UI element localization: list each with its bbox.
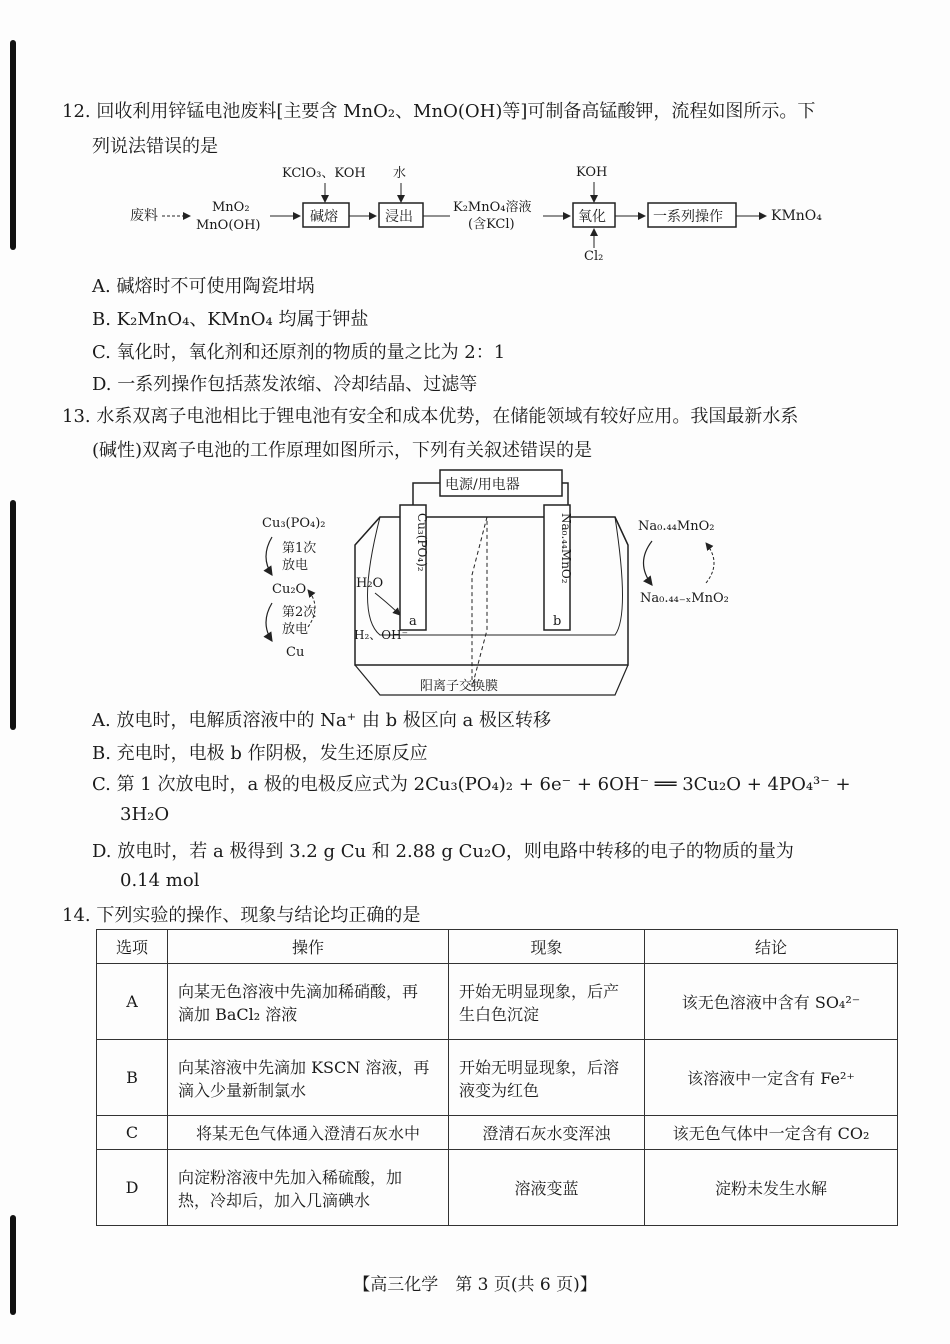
flow-mid1: K₂MnO₄溶液 xyxy=(453,200,532,215)
flow-comp1: MnO₂ xyxy=(212,200,250,215)
q13-option-b: B. 充电时，电极 b 作阴极，发生还原反应 xyxy=(92,743,428,764)
q12-stem-line2: 列说法错误的是 xyxy=(92,136,218,157)
table-row xyxy=(97,1040,898,1116)
q12-option-d: D. 一系列操作包括蒸发浓缩、冷却结晶、过滤等 xyxy=(92,374,478,395)
header-option: 选项 xyxy=(97,930,168,964)
binding-mark xyxy=(10,40,16,250)
q12-option-a: A. 碱熔时不可使用陶瓷坩埚 xyxy=(92,276,315,297)
flow-reagent2: 水 xyxy=(393,166,407,181)
discharge2-a: 第2次 xyxy=(282,605,317,620)
flow-step4: 一系列操作 xyxy=(653,209,723,225)
electrode-a-label: Cu₃(PO₄)₂ xyxy=(415,513,429,572)
discharge2-b: 放电 xyxy=(282,622,309,637)
q13-option-d-line1: D. 放电时，若 a 极得到 3.2 g Cu 和 2.88 g Cu₂O，则电路中转移的电子的物质的量为 xyxy=(92,841,794,862)
q13-stem-line1: 13. 水系双离子电池相比于锂电池有安全和成本优势，在储能领域有较好应用。我国最新水系 xyxy=(62,406,799,427)
water-label: H₂O xyxy=(356,576,384,591)
q14-stem: 14. 下列实验的操作、现象与结论均正确的是 xyxy=(62,905,421,926)
discharge1-b: 放电 xyxy=(282,558,309,573)
q12-flow-diagram xyxy=(120,160,840,270)
table-row xyxy=(97,1150,898,1226)
membrane-label: 阳离子交换膜 xyxy=(420,679,499,694)
row-b-conclusion: 该溶液中一定含有 Fe²⁺ xyxy=(645,1040,898,1116)
flow-step2: 浸出 xyxy=(385,209,413,225)
row-b-option: B xyxy=(97,1040,168,1116)
binding-mark xyxy=(10,1215,16,1315)
row-d-conclusion: 淀粉未发生水解 xyxy=(645,1150,898,1226)
table-row xyxy=(97,1116,898,1150)
q12-option-b: B. K₂MnO₄、KMnO₄ 均属于钾盐 xyxy=(92,309,369,330)
electrode-b-mark: b xyxy=(553,614,562,629)
q13-option-c-line1: C. 第 1 次放电时，a 极的电极反应式为 2Cu₃(PO₄)₂ + 6e⁻ + 6OH⁻ ══ 3Cu₂O + 4PO₄³⁻ + xyxy=(92,774,851,795)
q13-stem-line2: (碱性)双离子电池的工作原理如图所示，下列有关叙述错误的是 xyxy=(92,440,593,461)
flow-reagent3: KOH xyxy=(576,165,608,180)
flow-reagent1: KClO₃、KOH xyxy=(282,166,366,181)
electrolytic-tank xyxy=(355,517,628,665)
wire-right xyxy=(562,483,568,505)
flow-product: KMnO₄ xyxy=(771,208,822,224)
q12-stem-line1: 12. 回收利用锌锰电池废料[主要含 MnO₂、MnO(OH)等]可制备高锰酸钾，流程如图所示。下 xyxy=(62,101,816,122)
row-d-phenomenon: 溶液变蓝 xyxy=(449,1150,645,1226)
electrode-b-label: Na₀.₄₄MnO₂ xyxy=(559,513,573,584)
wire-left xyxy=(413,483,440,505)
table-header-row xyxy=(97,930,898,964)
experiment-table xyxy=(96,929,898,1226)
right-top: Na₀.₄₄MnO₂ xyxy=(638,519,715,534)
electrode-a-mark: a xyxy=(409,614,417,629)
row-a-conclusion: 该无色溶液中含有 SO₄²⁻ xyxy=(645,964,898,1040)
q13-battery-diagram xyxy=(250,465,740,700)
q13-option-a: A. 放电时，电解质溶液中的 Na⁺ 由 b 极区向 a 极区转移 xyxy=(92,710,552,731)
flow-step3: 氧化 xyxy=(578,209,606,225)
header-phenomenon: 现象 xyxy=(449,930,645,964)
row-c-phenomenon: 澄清石灰水变浑浊 xyxy=(449,1116,645,1150)
row-c-conclusion: 该无色气体中一定含有 CO₂ xyxy=(645,1116,898,1150)
flow-comp2: MnO(OH) xyxy=(196,218,261,233)
row-b-phenomenon: 开始无明显现象，后溶 液变为红色 xyxy=(449,1040,645,1116)
row-a-phenomenon: 开始无明显现象，后产 生白色沉淀 xyxy=(449,964,645,1040)
left-cu2o: Cu₂O xyxy=(272,582,307,597)
header-conclusion: 结论 xyxy=(645,930,898,964)
flow-start: 废料 xyxy=(130,208,158,224)
q12-option-c: C. 氧化时，氧化剂和还原剂的物质的量之比为 2：1 xyxy=(92,342,506,363)
left-cu3po42: Cu₃(PO₄)₂ xyxy=(262,516,326,531)
header-operation: 操作 xyxy=(168,930,449,964)
products-label: H₂、OH⁻ xyxy=(354,628,408,642)
row-c-operation: 将某无色气体通入澄清石灰水中 xyxy=(168,1116,449,1150)
cation-exchange-membrane xyxy=(472,517,487,687)
row-c-option: C xyxy=(97,1116,168,1150)
left-cu: Cu xyxy=(286,645,305,660)
discharge1-a: 第1次 xyxy=(282,541,317,556)
table-row xyxy=(97,964,898,1040)
row-d-option: D xyxy=(97,1150,168,1226)
right-bottom: Na₀.₄₄₋ₓMnO₂ xyxy=(640,591,729,606)
q13-option-d-line2: 0.14 mol xyxy=(120,870,200,891)
row-a-option: A xyxy=(97,964,168,1040)
row-d-operation: 向淀粉溶液中先加入稀硫酸，加 热，冷却后，加入几滴碘水 xyxy=(168,1150,449,1226)
flow-step1: 碱熔 xyxy=(310,209,338,225)
q13-option-c-line2: 3H₂O xyxy=(120,804,170,825)
flow-mid2: (含KCl) xyxy=(468,217,515,232)
row-a-operation: 向某无色溶液中先滴加稀硝酸，再 滴加 BaCl₂ 溶液 xyxy=(168,964,449,1040)
page-footer: 【高三化学 第 3 页(共 6 页)】 xyxy=(353,1275,597,1295)
flow-reagent4: Cl₂ xyxy=(584,249,604,264)
row-b-operation: 向某溶液中先滴加 KSCN 溶液，再 滴入少量新制氯水 xyxy=(168,1040,449,1116)
power-label: 电源/用电器 xyxy=(445,477,520,493)
binding-mark xyxy=(10,500,16,730)
